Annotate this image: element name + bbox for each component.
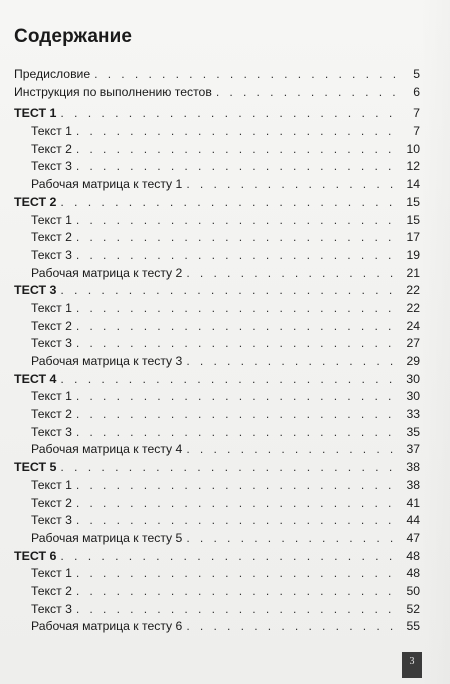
dot-leader bbox=[60, 105, 400, 123]
dot-leader bbox=[76, 158, 400, 176]
toc-entry-page: 35 bbox=[406, 424, 420, 439]
toc-section-entry bbox=[14, 282, 420, 300]
toc-entry-label: Рабочая матрица к тесту 4 bbox=[31, 442, 183, 457]
toc-entry bbox=[14, 123, 420, 141]
toc-entry bbox=[14, 66, 420, 84]
toc-entry bbox=[14, 176, 420, 194]
dot-leader bbox=[76, 300, 400, 318]
toc-entry-page: 14 bbox=[406, 177, 420, 192]
dot-leader bbox=[76, 141, 400, 159]
toc-entry-label: Текст 1 bbox=[31, 389, 72, 404]
toc-entry-label: ТЕСТ 3 bbox=[14, 283, 57, 298]
dot-leader bbox=[76, 565, 400, 583]
toc-entry-label: Текст 1 bbox=[31, 124, 72, 139]
toc-entry bbox=[14, 495, 420, 513]
toc-entry bbox=[14, 265, 420, 283]
toc-entry-page: 52 bbox=[406, 601, 420, 616]
toc-entry-label: Текст 1 bbox=[31, 212, 72, 227]
toc-entry-label: ТЕСТ 4 bbox=[14, 371, 57, 386]
toc-section-entry bbox=[14, 105, 420, 123]
toc-entry-page: 21 bbox=[406, 265, 420, 280]
dot-leader bbox=[186, 265, 400, 283]
toc-entry-page: 29 bbox=[406, 354, 420, 368]
dot-leader bbox=[76, 212, 400, 230]
toc-entry-page: 5 bbox=[413, 67, 420, 81]
toc-entry-page: 50 bbox=[406, 583, 420, 598]
toc-entry-label: Текст 2 bbox=[31, 141, 72, 156]
toc-entry-page: 44 bbox=[406, 513, 420, 528]
toc-entry-page: 55 bbox=[406, 619, 420, 634]
toc-entry-label: ТЕСТ 1 bbox=[14, 106, 57, 121]
toc-entry-page: 15 bbox=[406, 212, 420, 227]
toc-entry-label: Рабочая матрица к тесту 2 bbox=[31, 265, 183, 280]
toc-entry-page: 17 bbox=[406, 230, 420, 245]
toc-entry-label: ТЕСТ 6 bbox=[14, 548, 57, 563]
toc-entry-label: Текст 2 bbox=[31, 495, 72, 510]
toc-entry-page: 38 bbox=[406, 460, 420, 475]
toc-entry bbox=[14, 565, 420, 583]
toc-entry-page: 22 bbox=[406, 300, 420, 315]
toc-entry bbox=[14, 583, 420, 601]
toc-entry-page: 22 bbox=[406, 283, 420, 298]
toc-entry bbox=[14, 406, 420, 424]
dot-leader bbox=[76, 424, 400, 442]
toc-entry bbox=[14, 388, 420, 406]
toc-entry-label: Рабочая матрица к тесту 3 bbox=[31, 354, 183, 368]
dot-leader bbox=[76, 318, 400, 336]
toc-entry-page: 7 bbox=[413, 106, 420, 121]
dot-leader bbox=[76, 229, 400, 247]
toc-entry-page: 48 bbox=[406, 548, 420, 563]
toc-section-entry bbox=[14, 548, 420, 566]
toc-entry-label: Рабочая матрица к тесту 5 bbox=[31, 530, 183, 545]
toc-entry-page: 47 bbox=[406, 530, 420, 545]
dot-leader bbox=[186, 618, 400, 636]
toc-entry-label: Текст 3 bbox=[31, 159, 72, 174]
dot-leader bbox=[186, 353, 400, 371]
toc-entry-page: 6 bbox=[413, 84, 420, 99]
toc-entry-label: Текст 1 bbox=[31, 566, 72, 581]
toc-entry-label: Текст 2 bbox=[31, 318, 72, 333]
dot-leader bbox=[216, 84, 400, 102]
toc-entry-page: 38 bbox=[406, 477, 420, 492]
page-number: 3 bbox=[409, 656, 415, 667]
toc-entry-page: 10 bbox=[406, 141, 420, 156]
toc-entry bbox=[14, 84, 420, 102]
toc-entry bbox=[14, 530, 420, 548]
toc-entry bbox=[14, 141, 420, 159]
toc-entry bbox=[14, 229, 420, 247]
toc-entry-label: Текст 1 bbox=[31, 300, 72, 315]
page-title: Содержание bbox=[14, 26, 133, 47]
toc-entry-label: Текст 3 bbox=[31, 424, 72, 439]
toc-entry-label: Текст 3 bbox=[31, 247, 72, 262]
dot-leader bbox=[60, 194, 400, 212]
toc-entry-label: Рабочая матрица к тесту 1 bbox=[31, 177, 183, 192]
dot-leader bbox=[60, 371, 400, 389]
toc-entry-label: Рабочая матрица к тесту 6 bbox=[31, 619, 183, 634]
toc-entry-page: 48 bbox=[406, 566, 420, 581]
toc-entry-label: Текст 2 bbox=[31, 583, 72, 598]
toc-entry bbox=[14, 353, 420, 371]
toc-entry-page: 33 bbox=[406, 407, 420, 422]
toc-entry bbox=[14, 335, 420, 353]
dot-leader bbox=[76, 388, 400, 406]
toc-entry-label: Текст 2 bbox=[31, 407, 72, 422]
toc-entry-label: Текст 3 bbox=[31, 601, 72, 616]
page-edge-shadow bbox=[420, 0, 450, 684]
toc-entry-page: 27 bbox=[406, 336, 420, 351]
toc-entry-page: 30 bbox=[406, 389, 420, 404]
dot-leader bbox=[60, 548, 400, 566]
toc-entry-page: 12 bbox=[406, 159, 420, 174]
dot-leader bbox=[186, 441, 400, 459]
toc-entry bbox=[14, 212, 420, 230]
toc-entry bbox=[14, 247, 420, 265]
dot-leader bbox=[76, 477, 400, 495]
toc-entry-label: Текст 1 bbox=[31, 477, 72, 492]
toc-entry bbox=[14, 318, 420, 336]
dot-leader bbox=[76, 495, 400, 513]
dot-leader bbox=[94, 66, 400, 84]
toc-section-entry bbox=[14, 371, 420, 389]
toc-entry bbox=[14, 601, 420, 619]
dot-leader bbox=[76, 247, 400, 265]
toc-entry bbox=[14, 441, 420, 459]
toc-entry bbox=[14, 477, 420, 495]
toc-entry bbox=[14, 158, 420, 176]
toc-entry-page: 15 bbox=[406, 194, 420, 209]
toc-entry-label: Предисловие bbox=[14, 67, 91, 81]
toc-entry-page: 19 bbox=[406, 247, 420, 262]
toc-entry-label: ТЕСТ 2 bbox=[14, 194, 57, 209]
toc-entry-label: ТЕСТ 5 bbox=[14, 460, 57, 475]
dot-leader bbox=[76, 123, 400, 141]
dot-leader bbox=[76, 601, 400, 619]
toc-entry-label: Текст 3 bbox=[31, 513, 72, 528]
dot-leader bbox=[60, 282, 400, 300]
dot-leader bbox=[186, 176, 400, 194]
toc-section-entry bbox=[14, 459, 420, 477]
table-of-contents bbox=[14, 66, 420, 636]
toc-section-entry bbox=[14, 194, 420, 212]
toc-entry-page: 37 bbox=[406, 442, 420, 457]
toc-entry-label: Текст 2 bbox=[31, 230, 72, 245]
toc-entry-page: 7 bbox=[413, 124, 420, 139]
toc-entry bbox=[14, 618, 420, 636]
dot-leader bbox=[76, 583, 400, 601]
dot-leader bbox=[76, 512, 400, 530]
dot-leader bbox=[60, 459, 400, 477]
toc-entry-page: 24 bbox=[406, 318, 420, 333]
dot-leader bbox=[186, 530, 400, 548]
toc-entry-page: 30 bbox=[406, 371, 420, 386]
toc-entry bbox=[14, 512, 420, 530]
toc-entry bbox=[14, 424, 420, 442]
toc-entry bbox=[14, 300, 420, 318]
toc-entry-label: Инструкция по выполнению тестов bbox=[14, 84, 212, 99]
toc-entry-page: 41 bbox=[406, 495, 420, 510]
dot-leader bbox=[76, 335, 400, 353]
toc-entry-label: Текст 3 bbox=[31, 336, 72, 351]
dot-leader bbox=[76, 406, 400, 424]
